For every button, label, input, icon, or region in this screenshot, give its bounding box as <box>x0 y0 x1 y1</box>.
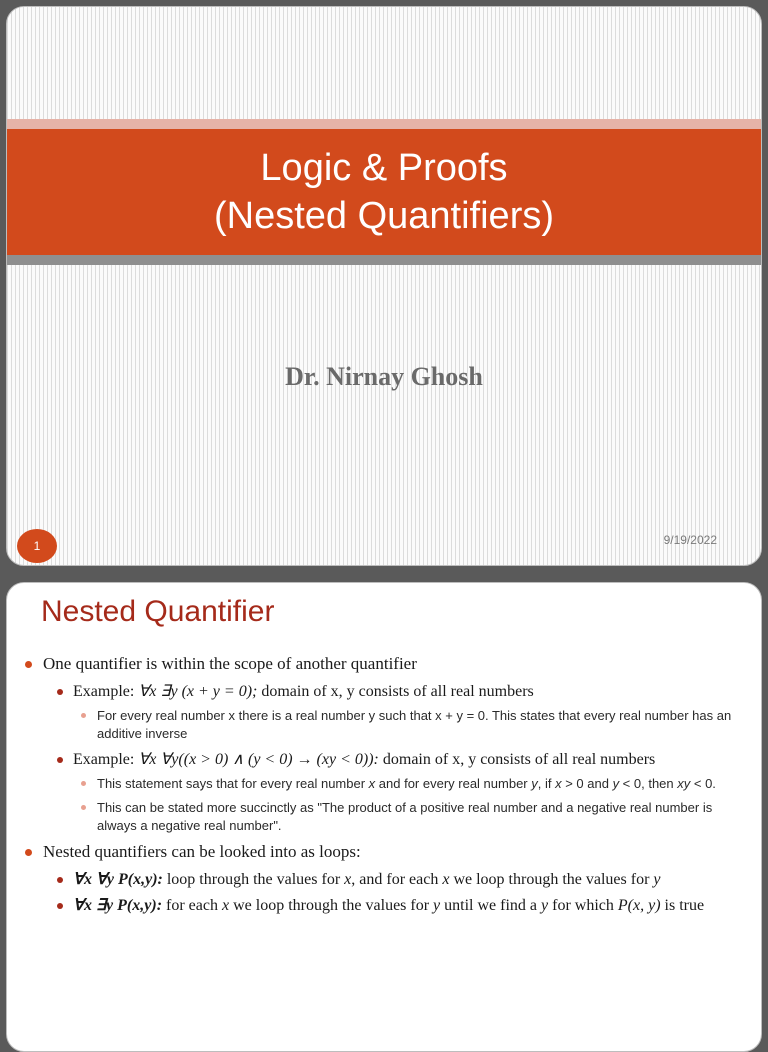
bullet-level3 <box>7 707 737 743</box>
slide-title-line1: Logic & Proofs <box>260 147 508 189</box>
bullet-level2 <box>7 749 737 770</box>
bullet-level2 <box>7 895 737 916</box>
bullet-level3 <box>7 799 737 835</box>
bullet-dot-icon <box>81 713 86 718</box>
title-band-accent-top <box>7 119 761 129</box>
loop-var: x <box>344 871 352 888</box>
example-label: Example: <box>73 751 139 768</box>
example-formula: ∀x ∀y((x > 0) ∧ (y < 0) → (xy < 0)): <box>138 751 379 768</box>
loop-text: for each <box>162 897 222 914</box>
title-band <box>7 129 761 255</box>
detail-text: and for every real number <box>375 776 532 791</box>
loop-text: we loop through the values for <box>449 871 654 888</box>
title-slide <box>6 6 762 566</box>
detail-text: > 0 and <box>561 776 613 791</box>
author-name: Dr. Nirnay Ghosh <box>285 362 483 391</box>
title-band-accent-bottom <box>7 255 761 265</box>
loop-text: until we find a <box>440 897 542 914</box>
loop-text: for which <box>548 897 618 914</box>
detail-var: xy <box>677 776 691 791</box>
bullet-dot-icon <box>57 757 63 763</box>
example-detail: For every real number x there is a real number y such that x + y = 0. This states that every real number has an additive inverse <box>97 708 732 741</box>
bullet-dot-icon <box>25 849 32 856</box>
example-text: domain of x, y consists of all real numbers <box>378 751 656 768</box>
loop-text: is true <box>660 897 705 914</box>
bullet-dot-icon <box>57 903 63 909</box>
detail-text: , if <box>537 776 556 791</box>
detail-text: This statement says that for every real number <box>97 776 369 791</box>
bullet-text: One quantifier is within the scope of another quantifier <box>43 654 417 673</box>
loop-var: y <box>653 871 661 888</box>
bullet-dot-icon <box>81 805 86 810</box>
example-text: domain of x, y consists of all real numbers <box>257 683 534 700</box>
loop-var: x <box>221 897 230 914</box>
content-slide <box>6 582 762 1052</box>
loop-text: we loop through the values for <box>229 897 434 914</box>
bullet-level1 <box>7 653 737 675</box>
loop-formula: ∀x ∀y P(x,y): <box>73 871 163 888</box>
slide-title-line2: (Nested Quantifiers) <box>213 195 554 237</box>
slide-date: 9/19/2022 <box>663 533 717 547</box>
loop-formula: ∀x ∃y P(x,y): <box>73 897 163 914</box>
detail-var: y <box>531 776 538 791</box>
loop-var: P(x, y) <box>617 897 661 914</box>
bullet-dot-icon <box>57 877 63 883</box>
bullet-level2 <box>7 681 737 702</box>
bullet-level3 <box>7 775 737 793</box>
detail-text: This can be stated more succinctly as "The product of a positive real number and a negative real number is always a negative real number". <box>97 800 713 833</box>
detail-text: < 0, then <box>619 776 678 791</box>
bullet-dot-icon <box>81 781 86 786</box>
detail-var: x <box>555 776 562 791</box>
loop-text: , and for each <box>351 871 443 888</box>
example-label: Example: <box>73 683 139 700</box>
loop-var: y <box>433 897 441 914</box>
example-formula: ∀x ∃y (x + y = 0); <box>138 683 258 700</box>
detail-var: x <box>368 776 376 791</box>
bullet-level1 <box>7 841 737 863</box>
slide-content <box>7 653 761 921</box>
bullet-dot-icon <box>25 661 32 668</box>
loop-var: y <box>541 897 549 914</box>
slide-number-badge: 1 <box>17 529 57 563</box>
bullet-level2 <box>7 869 737 890</box>
loop-var: x <box>442 871 450 888</box>
bullet-text: Nested quantifiers can be looked into as loops: <box>43 842 361 861</box>
detail-text: < 0. <box>690 776 716 791</box>
bullet-dot-icon <box>57 689 63 695</box>
detail-var: y <box>612 776 620 791</box>
loop-text: loop through the values for <box>162 871 345 888</box>
slide-heading: Nested Quantifier <box>41 595 275 628</box>
